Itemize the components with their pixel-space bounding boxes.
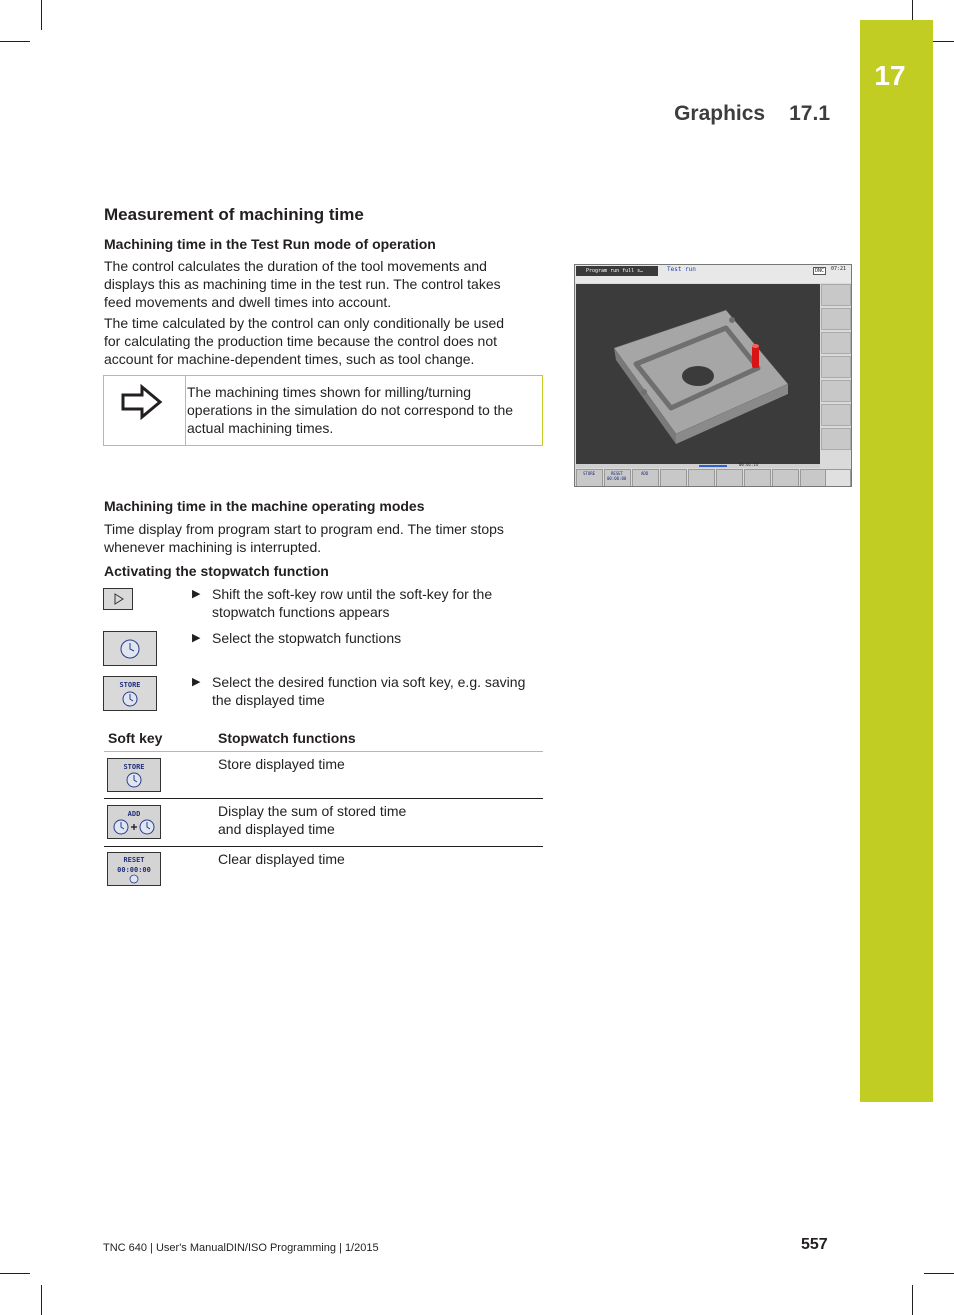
chapter-number: 17 xyxy=(874,60,906,91)
screen-softkey-empty[interactable] xyxy=(744,469,771,487)
table-add-softkey[interactable] xyxy=(107,805,161,839)
vertical-softkey[interactable] xyxy=(821,428,851,450)
footer-text: TNC 640 | User's ManualDIN/ISO Programming | 1/2015 xyxy=(103,1242,379,1254)
table-row-store-text: Store displayed time xyxy=(218,756,345,772)
screen-softkey-empty[interactable] xyxy=(800,469,827,487)
vertical-softkey[interactable] xyxy=(821,332,851,354)
clock-icon xyxy=(104,677,156,710)
play-triangle-icon xyxy=(104,589,132,609)
bullet-icon: ▶ xyxy=(192,632,201,644)
store-softkey-label: STORE xyxy=(123,763,145,771)
note-divider xyxy=(185,376,186,445)
table-row-rule xyxy=(104,846,543,847)
tnc-screenshot xyxy=(574,264,852,487)
crop-mark xyxy=(0,41,30,42)
clock-icon xyxy=(108,853,160,885)
crop-mark xyxy=(0,1273,30,1274)
vertical-softkey-bar xyxy=(821,284,851,464)
bullet-icon: ▶ xyxy=(192,676,201,688)
step-2-text: Select the stopwatch functions xyxy=(212,630,402,646)
clock-icon xyxy=(108,759,160,791)
chapter-title: Graphics xyxy=(674,102,766,125)
note-text: The machining times shown for milling/turning operations in the simulation do not correspond to the actual machining times. xyxy=(187,384,514,436)
crop-mark xyxy=(924,1273,954,1274)
paragraph-test-run-1: The control calculates the duration of the tool movements and displays this as machining time in the test run. The control takes feed movements and dwell times into account. xyxy=(104,258,501,310)
screen-status-bar xyxy=(576,464,820,468)
screen-timer: 00:01:14 xyxy=(739,462,759,467)
subheading-machine-modes: Machining time in the machine operating modes xyxy=(104,498,425,514)
screen-softkey-empty[interactable] xyxy=(716,469,743,487)
screen-softkey-add[interactable]: ADD xyxy=(632,469,659,487)
workpiece-graphic xyxy=(576,284,820,464)
screen-mode-badge: DNC xyxy=(815,268,825,274)
store-softkey-label: STORE xyxy=(119,681,141,689)
screen-softkey-speed[interactable] xyxy=(825,469,851,487)
note-box xyxy=(103,375,543,446)
screen-softkey-store[interactable]: STORE xyxy=(576,469,603,487)
section-number: 17.1 xyxy=(789,102,830,125)
table-row-add-text: Display the sum of stored time and displayed time xyxy=(218,803,407,837)
table-row-rule xyxy=(104,798,543,799)
subheading-stopwatch: Activating the stopwatch function xyxy=(104,563,329,579)
screen-clock: 07:21 xyxy=(831,266,847,272)
next-softkey-row-key[interactable] xyxy=(103,588,133,610)
bullet-icon: ▶ xyxy=(192,588,201,600)
table-header-softkey: Soft key xyxy=(108,730,163,746)
vertical-softkey[interactable] xyxy=(821,356,851,378)
table-header-rule xyxy=(104,751,543,752)
screen-tab-test-run: Test run xyxy=(667,266,696,273)
progress-indicator xyxy=(699,465,727,467)
crop-mark xyxy=(912,1285,913,1315)
vertical-softkey[interactable] xyxy=(821,284,851,306)
table-row-reset-text: Clear displayed time xyxy=(218,851,345,867)
subheading-test-run: Machining time in the Test Run mode of operation xyxy=(104,236,436,252)
chapter-tab xyxy=(860,20,933,1102)
page-number: 557 xyxy=(801,1236,828,1253)
screen-tab-program-run: Program run full s… xyxy=(576,266,658,276)
step-1-text: Shift the soft-key row until the soft-key for the stopwatch functions appears xyxy=(212,586,493,620)
screen-softkey-empty[interactable] xyxy=(660,469,687,487)
screen-softkey-reset[interactable]: RESET 00:00:00 xyxy=(604,469,631,487)
vertical-softkey[interactable] xyxy=(821,380,851,402)
horizontal-softkey-bar xyxy=(576,469,850,486)
step-3-text: Select the desired function via soft key, e.g. saving the displayed time xyxy=(212,674,526,708)
paragraph-machine-modes: Time display from program start to program end. The timer stops whenever machining is interrupted. xyxy=(104,521,504,555)
table-reset-softkey[interactable] xyxy=(107,852,161,886)
table-store-softkey[interactable] xyxy=(107,758,161,792)
clock-icon xyxy=(104,632,156,665)
stopwatch-softkey[interactable] xyxy=(103,631,157,666)
crop-mark xyxy=(41,1285,42,1315)
table-header-functions: Stopwatch functions xyxy=(218,730,356,746)
vertical-softkey[interactable] xyxy=(821,308,851,330)
simulation-viewport xyxy=(576,284,820,464)
screen-softkey-empty[interactable] xyxy=(688,469,715,487)
clock-plus-clock-icon xyxy=(108,806,160,838)
arrow-right-icon xyxy=(120,384,164,420)
screen-softkey-empty[interactable] xyxy=(772,469,799,487)
reset-softkey-label: RESET xyxy=(123,856,145,864)
store-softkey[interactable] xyxy=(103,676,157,711)
page-heading: Measurement of machining time xyxy=(104,205,364,224)
add-softkey-label: ADD xyxy=(127,810,141,818)
reset-softkey-time: 00:00:00 xyxy=(117,866,151,874)
crop-mark xyxy=(41,0,42,30)
vertical-softkey[interactable] xyxy=(821,404,851,426)
paragraph-test-run-2: The time calculated by the control can only conditionally be used for calculating the production time because the control does not account for machine-dependent times, such as tool change. xyxy=(104,315,505,367)
running-header xyxy=(674,102,830,126)
